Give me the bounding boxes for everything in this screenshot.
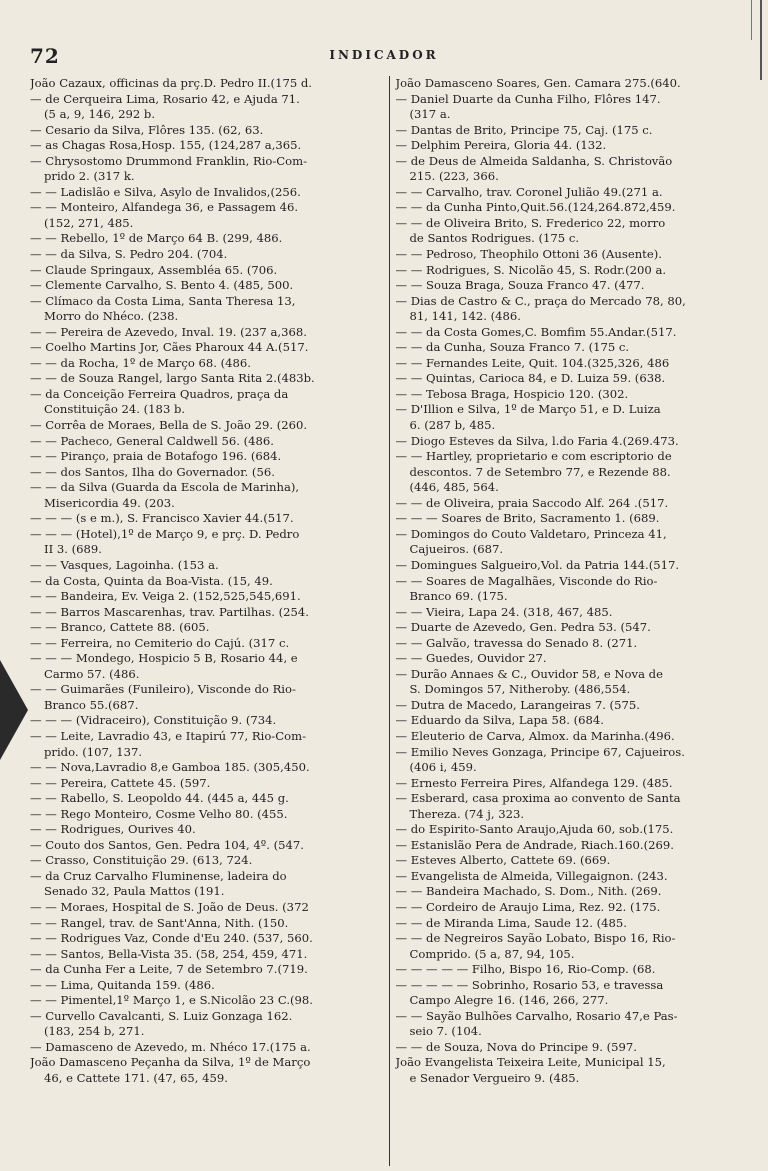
directory-columns: [30, 76, 752, 1166]
directory-entry: [395, 1055, 752, 1086]
entry-line: (446, 485, 564.: [409, 480, 499, 495]
entry-line: — Dias de Castro & C., praça do Mercado 78, 80,: [395, 293, 686, 308]
directory-entry: [30, 154, 387, 185]
directory-entry: [395, 1040, 752, 1056]
running-title: INDICADOR: [329, 48, 439, 62]
entry-line: de Santos Rodrigues. (175 c.: [409, 231, 580, 246]
scan-edge-secondary: [751, 0, 752, 40]
directory-entry: [395, 511, 752, 527]
entry-line: — — Rego Monteiro, Cosme Velho 80. (455.: [30, 806, 288, 821]
directory-entry: [30, 434, 387, 450]
entry-line: (406 i, 459.: [409, 760, 477, 775]
directory-entry: [30, 418, 387, 434]
entry-line: — Crasso, Constituição 29. (613, 724.: [30, 853, 253, 868]
directory-entry: [30, 263, 387, 279]
directory-entry: [395, 667, 752, 698]
entry-line: — — Cordeiro de Araujo Lima, Rez. 92. (175.: [395, 899, 661, 914]
directory-entry: [30, 574, 387, 590]
entry-line: prido. (107, 137.: [44, 744, 143, 759]
entry-line: — Evangelista de Almeida, Villegaignon. (243.: [395, 868, 668, 883]
directory-entry: [395, 605, 752, 621]
entry-line: — Dantas de Brito, Principe 75, Caj. (175 c.: [395, 122, 653, 137]
entry-line: — — de Souza Rangel, largo Santa Rita 2.(483b.: [30, 371, 315, 386]
entry-line: — — da Silva, S. Pedro 204. (704.: [30, 247, 228, 262]
directory-entry: [30, 916, 387, 932]
entry-line: — Durão Annaes & C., Ouvidor 58, e Nova de: [395, 666, 663, 681]
directory-entry: [395, 745, 752, 776]
entry-line: S. Domingos 57, Nitheroby. (486,554.: [409, 682, 631, 697]
directory-entry: [30, 200, 387, 231]
directory-entry: [30, 636, 387, 652]
entry-line: — da Costa, Quinta da Boa-Vista. (15, 49.: [30, 573, 273, 588]
entry-line: 6. (287 b, 485.: [409, 418, 496, 433]
entry-line: — de Cerqueira Lima, Rosario 42, e Ajuda 71.: [30, 91, 300, 106]
directory-entry: [30, 900, 387, 916]
entry-line: — do Espirito-Santo Araujo,Ajuda 60, sob.(175.: [395, 822, 674, 837]
directory-entry: [395, 371, 752, 387]
entry-line: — — Quintas, Carioca 84, e D. Luiza 59. (638.: [395, 371, 666, 386]
entry-line: — — Moraes, Hospital de S. João de Deus. (372: [30, 899, 309, 914]
directory-entry: [395, 558, 752, 574]
entry-line: — — Vasques, Lagoinha. (153 a.: [30, 557, 219, 572]
directory-entry: [395, 449, 752, 496]
entry-line: — — da Rocha, 1º de Março 68. (486.: [30, 355, 251, 370]
entry-line: — da Cunha Fer a Leite, 7 de Setembro 7.(719.: [30, 962, 308, 977]
entry-line: Branco 69. (175.: [409, 589, 508, 604]
entry-line: — — Rabello, S. Leopoldo 44. (445 a, 445 g.: [30, 791, 289, 806]
directory-entry: [30, 138, 387, 154]
entry-line: Campo Alegre 16. (146, 266, 277.: [409, 993, 609, 1008]
directory-entry: [395, 978, 752, 1009]
directory-entry: [395, 884, 752, 900]
entry-line: (152, 271, 485.: [44, 215, 134, 230]
directory-entry: [30, 605, 387, 621]
entry-line: — Clemente Carvalho, S. Bento 4. (485, 500.: [30, 278, 294, 293]
directory-entry: [30, 371, 387, 387]
entry-line: — Couto dos Santos, Gen. Pedra 104, 4º. (547.: [30, 837, 304, 852]
entry-line: — — de Oliveira Brito, S. Frederico 22, morro: [395, 215, 666, 230]
directory-entry: [30, 1009, 387, 1040]
entry-line: — — da Costa Gomes,C. Bomfim 55.Andar.(517.: [395, 324, 677, 339]
directory-entry: [395, 822, 752, 838]
directory-entry: [30, 465, 387, 481]
entry-line: — — — (s e m.), S. Francisco Xavier 44.(517.: [30, 511, 294, 526]
directory-entry: [30, 325, 387, 341]
entry-line: — — Fernandes Leite, Quit. 104.(325,326, 486: [395, 355, 670, 370]
entry-line: — Estanislão Pera de Andrade, Riach.160.(269.: [395, 837, 674, 852]
entry-line: — da Cruz Carvalho Fluminense, ladeira do: [30, 868, 287, 883]
entry-line: Carmo 57. (486.: [44, 666, 140, 681]
entry-line: — — Carvalho, trav. Coronel Julião 49.(271 a.: [395, 184, 663, 199]
entry-line: — — Rangel, trav. de Sant'Anna, Nith. (150.: [30, 915, 289, 930]
entry-line: — Cesario da Silva, Flôres 135. (62, 63.: [30, 122, 264, 137]
directory-entry: [30, 620, 387, 636]
directory-entry: [30, 1040, 387, 1056]
entry-line: Constituição 24. (183 b.: [44, 402, 186, 417]
entry-line: — Eduardo da Silva, Lapa 58. (684.: [395, 713, 604, 728]
directory-entry: [395, 698, 752, 714]
directory-entry: [30, 340, 387, 356]
entry-line: — — Hartley, proprietario e com escriptorio de: [395, 449, 672, 464]
entry-line: — de Deus de Almeida Saldanha, S. Christovão: [395, 153, 673, 168]
directory-entry: [30, 822, 387, 838]
entry-line: — Domingos do Couto Valdetaro, Princeza 41,: [395, 526, 667, 541]
entry-line: (317 a.: [409, 107, 451, 122]
entry-line: — Coelho Martins Jor, Cães Pharoux 44 A.(517.: [30, 340, 309, 355]
directory-entry: [395, 776, 752, 792]
directory-entry: [395, 434, 752, 450]
entry-line: — Ernesto Ferreira Pires, Alfandega 129. (485.: [395, 775, 673, 790]
entry-line: — — Lima, Quitanda 159. (486.: [30, 977, 215, 992]
directory-entry: [30, 807, 387, 823]
entry-line: — Clímaco da Costa Lima, Santa Theresa 13,: [30, 293, 296, 308]
directory-entry: [395, 900, 752, 916]
directory-entry: [30, 729, 387, 760]
entry-line: — — — (Hotel),1º de Março 9, e prç. D. Pedro: [30, 526, 300, 541]
directory-entry: [30, 947, 387, 963]
entry-line: descontos. 7 de Setembro 77, e Rezende 88.: [409, 464, 671, 479]
entry-line: — — Pedroso, Theophilo Ottoni 36 (Ausente).: [395, 247, 662, 262]
entry-line: João Damasceno Soares, Gen. Camara 275.(640.: [395, 76, 681, 90]
entry-line: — — Santos, Bella-Vista 35. (58, 254, 459, 471.: [30, 946, 308, 961]
entry-line: — — Pacheco, General Caldwell 56. (486.: [30, 433, 274, 448]
entry-line: João Evangelista Teixeira Leite, Municipal 15,: [395, 1055, 666, 1070]
directory-entry: [395, 123, 752, 139]
directory-entry: [395, 713, 752, 729]
directory-entry: [395, 263, 752, 279]
directory-entry: [395, 340, 752, 356]
directory-entry: [395, 278, 752, 294]
directory-entry: [30, 356, 387, 372]
entry-line: — — Rebello, 1º de Março 64 B. (299, 486.: [30, 231, 283, 246]
directory-entry: [395, 962, 752, 978]
entry-line: — — Souza Braga, Souza Franco 47. (477.: [395, 278, 645, 293]
entry-line: — — Vieira, Lapa 24. (318, 467, 485.: [395, 604, 613, 619]
directory-entry: [395, 574, 752, 605]
entry-line: 81, 141, 142. (486.: [409, 309, 521, 324]
entry-line: — D'Illion e Silva, 1º de Março 51, e D. Luiza: [395, 402, 661, 417]
entry-line: — — de Oliveira, praia Saccodo Alf. 264 .(517.: [395, 495, 669, 510]
directory-entry: [395, 387, 752, 403]
directory-entry: [395, 916, 752, 932]
entry-line: — — Barros Mascarenhas, trav. Partilhas. (254.: [30, 604, 309, 619]
directory-entry: [395, 200, 752, 216]
entry-line: — Esteves Alberto, Cattete 69. (669.: [395, 853, 611, 868]
entry-line: — Delphim Pereira, Gloria 44. (132.: [395, 138, 607, 153]
entry-line: Morro do Nhéco. (238.: [44, 309, 179, 324]
entry-line: — — Ladislão e Silva, Asylo de Invalidos,(256.: [30, 184, 301, 199]
page-number: 72: [30, 44, 60, 68]
right-column: [389, 76, 752, 1166]
entry-line: — Eleuterio de Carva, Almox. da Marinha.(496.: [395, 728, 675, 743]
directory-entry: [395, 294, 752, 325]
directory-entry: [395, 791, 752, 822]
directory-entry: [395, 154, 752, 185]
entry-line: 215. (223, 366.: [409, 169, 499, 184]
entry-line: — da Conceição Ferreira Quadros, praça da: [30, 386, 289, 401]
directory-entry: [30, 511, 387, 527]
directory-entry: [30, 978, 387, 994]
entry-line: — — Branco, Cattete 88. (605.: [30, 620, 210, 635]
entry-line: — — Bandeira, Ev. Veiga 2. (152,525,545,691.: [30, 589, 301, 604]
entry-line: Misericordia 49. (203.: [44, 495, 175, 510]
entry-line: Branco 55.(687.: [44, 697, 139, 712]
directory-entry: [395, 931, 752, 962]
entry-line: — Curvello Cavalcanti, S. Luiz Gonzaga 162.: [30, 1008, 293, 1023]
directory-entry: [30, 76, 387, 92]
entry-line: Thereza. (74 j, 323.: [409, 806, 525, 821]
entry-line: seio 7. (104.: [409, 1024, 482, 1039]
entry-line: — — Nova,Lavradio 8,e Gamboa 185. (305,450.: [30, 760, 310, 775]
directory-entry: [30, 838, 387, 854]
directory-entry: [30, 1055, 387, 1086]
directory-entry: [30, 558, 387, 574]
directory-entry: [30, 962, 387, 978]
entry-line: — Daniel Duarte da Cunha Filho, Flôres 147.: [395, 91, 661, 106]
entry-line: prido 2. (317 k.: [44, 169, 135, 184]
entry-line: — Corrêa de Moraes, Bella de S. João 29. (260.: [30, 418, 308, 433]
directory-entry: [395, 76, 752, 92]
entry-line: — Domingues Salgueiro,Vol. da Patria 144.(517.: [395, 557, 680, 572]
entry-line: — — Pereira de Azevedo, Inval. 19. (237 a,368.: [30, 324, 307, 339]
entry-line: — Duarte de Azevedo, Gen. Pedra 53. (547.: [395, 620, 651, 635]
entry-line: 46, e Cattete 171. (47, 65, 459.: [44, 1071, 228, 1085]
entry-line: Comprido. (5 a, 87, 94, 105.: [409, 946, 575, 961]
directory-entry: [30, 480, 387, 511]
binding-mark: [0, 660, 28, 760]
entry-line: — — Monteiro, Alfandega 36, e Passagem 46.: [30, 200, 299, 215]
entry-line: — — Pimentel,1º Março 1, e S.Nicolão 23 C.(98.: [30, 993, 313, 1008]
directory-entry: [30, 185, 387, 201]
entry-line: — — — Mondego, Hospicio 5 B, Rosario 44, e: [30, 651, 298, 666]
directory-entry: [30, 294, 387, 325]
entry-line: — — Guedes, Ouvidor 27.: [395, 651, 547, 666]
directory-entry: [395, 838, 752, 854]
directory-entry: [395, 92, 752, 123]
entry-line: João Cazaux, officinas da prç.D. Pedro II.(175 d.: [30, 76, 312, 90]
entry-line: — as Chagas Rosa,Hosp. 155, (124,287 a,365.: [30, 138, 302, 153]
entry-line: João Damasceno Peçanha da Silva, 1º de Março: [30, 1055, 311, 1070]
directory-entry: [395, 1009, 752, 1040]
entry-line: — — de Miranda Lima, Saude 12. (485.: [395, 915, 627, 930]
entry-line: — — Rodrigues, S. Nicolão 45, S. Rodr.(200 a.: [395, 262, 667, 277]
directory-entry: [395, 325, 752, 341]
entry-line: — — Galvão, travessa do Senado 8. (271.: [395, 635, 638, 650]
directory-entry: [30, 931, 387, 947]
directory-entry: [395, 185, 752, 201]
directory-entry: [395, 527, 752, 558]
directory-entry: [395, 247, 752, 263]
directory-entry: [30, 651, 387, 682]
directory-entry: [30, 527, 387, 558]
entry-line: — — Pereira, Cattete 45. (597.: [30, 775, 211, 790]
directory-entry: [30, 791, 387, 807]
directory-entry: [30, 278, 387, 294]
entry-line: — — Ferreira, no Cemiterio do Cajú. (317 c.: [30, 635, 290, 650]
directory-entry: [30, 853, 387, 869]
directory-entry: [30, 123, 387, 139]
directory-entry: [30, 760, 387, 776]
directory-entry: [30, 993, 387, 1009]
entry-line: — — dos Santos, Ilha do Governador. (56.: [30, 464, 275, 479]
entry-line: — — Tebosa Braga, Hospicio 120. (302.: [395, 386, 629, 401]
entry-line: II 3. (689.: [44, 542, 102, 557]
directory-entry: [395, 869, 752, 885]
directory-entry: [30, 247, 387, 263]
directory-entry: [30, 682, 387, 713]
entry-line: — — da Cunha Pinto,Quit.56.(124,264.872,459.: [395, 200, 676, 215]
directory-entry: [395, 496, 752, 512]
entry-line: — — Piranço, praia de Botafogo 196. (684.: [30, 449, 282, 464]
directory-entry: [30, 869, 387, 900]
entry-line: — — — — — Sobrinho, Rosario 53, e travessa: [395, 977, 664, 992]
entry-line: — Esberard, casa proxima ao convento de Santa: [395, 791, 681, 806]
directory-entry: [30, 589, 387, 605]
entry-line: — — Bandeira Machado, S. Dom., Nith. (269.: [395, 884, 662, 899]
directory-entry: [395, 651, 752, 667]
entry-line: Senado 32, Paula Mattos (191.: [44, 884, 225, 899]
entry-line: — — — — — Filho, Bispo 16, Rio-Comp. (68.: [395, 962, 656, 977]
entry-line: — — — (Vidraceiro), Constituição 9. (734.: [30, 713, 277, 728]
directory-entry: [30, 92, 387, 123]
left-column: [30, 76, 389, 1166]
directory-entry: [395, 402, 752, 433]
entry-line: (183, 254 b, 271.: [44, 1024, 145, 1039]
directory-entry: [395, 853, 752, 869]
directory-entry: [395, 216, 752, 247]
directory-entry: [395, 138, 752, 154]
entry-line: — Dutra de Macedo, Larangeiras 7. (575.: [395, 697, 640, 712]
entry-line: — Diogo Esteves da Silva, l.do Faria 4.(269.473.: [395, 433, 679, 448]
entry-line: — — — Soares de Brito, Sacramento 1. (689.: [395, 511, 660, 526]
directory-entry: [30, 449, 387, 465]
directory-entry: [30, 231, 387, 247]
entry-line: — Chrysostomo Drummond Franklin, Rio-Com-: [30, 153, 308, 168]
entry-line: — — Rodrigues Vaz, Conde d'Eu 240. (537, 560.: [30, 931, 313, 946]
directory-entry: [30, 713, 387, 729]
directory-entry: [30, 387, 387, 418]
directory-entry: [30, 776, 387, 792]
scan-edge: [760, 0, 762, 80]
entry-line: — — Rodrigues, Ourives 40.: [30, 822, 196, 837]
entry-line: — Damasceno de Azevedo, m. Nhéco 17.(175 a.: [30, 1039, 311, 1054]
entry-line: — — da Cunha, Souza Franco 7. (175 c.: [395, 340, 630, 355]
entry-line: — — Soares de Magalhães, Visconde do Rio-: [395, 573, 658, 588]
directory-entry: [395, 620, 752, 636]
entry-line: — Emilio Neves Gonzaga, Principe 67, Cajueiros.: [395, 744, 685, 759]
entry-line: — Claude Springaux, Assembléa 65. (706.: [30, 262, 278, 277]
entry-line: — — de Negreiros Sayão Lobato, Bispo 16, Rio-: [395, 931, 676, 946]
entry-line: Cajueiros. (687.: [409, 542, 504, 557]
entry-line: — — de Souza, Nova do Principe 9. (597.: [395, 1039, 637, 1054]
entry-line: — — da Silva (Guarda da Escola de Marinha),: [30, 480, 300, 495]
entry-line: — — Sayão Bulhões Carvalho, Rosario 47,e Pas-: [395, 1008, 678, 1023]
entry-line: — — Leite, Lavradio 43, e Itapirú 77, Rio-Com-: [30, 728, 306, 743]
directory-entry: [395, 729, 752, 745]
entry-line: e Senador Vergueiro 9. (485.: [409, 1071, 580, 1085]
directory-entry: [395, 636, 752, 652]
directory-entry: [395, 356, 752, 372]
entry-line: (5 a, 9, 146, 292 b.: [44, 107, 156, 122]
entry-line: — — Guimarães (Funileiro), Visconde do Rio-: [30, 682, 296, 697]
